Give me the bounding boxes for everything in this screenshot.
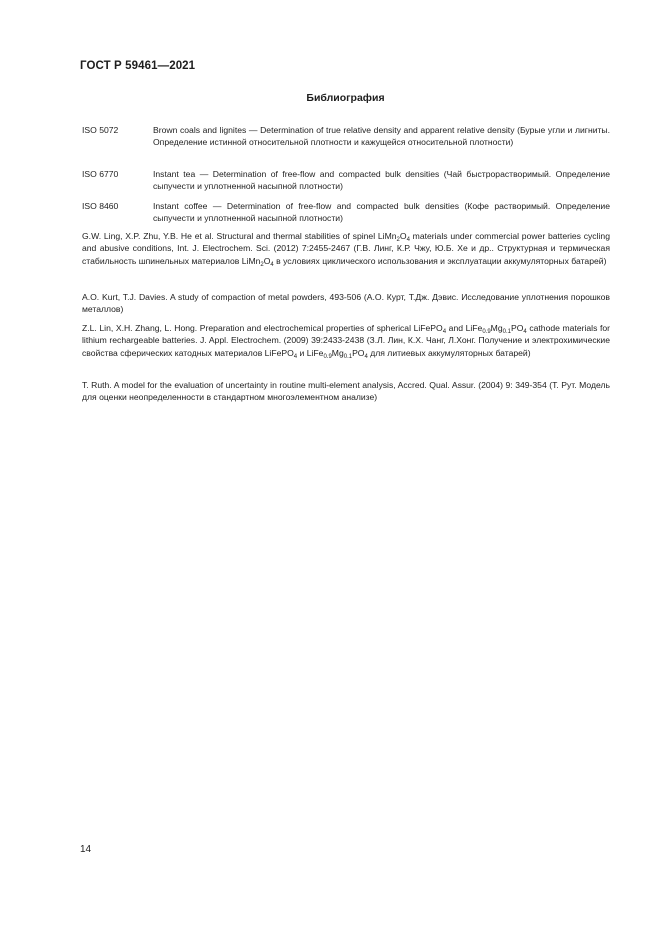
- reference-lin: Z.L. Lin, X.H. Zhang, L. Hong. Preparation and electrochemical properties of spherical LiFePO$_4$ and $LiFe_{0.9}Mg_{0.1}PO_4$ cathode materials for lithium rechargeable batteries. J. Appl. Electrochem. (2009) 39:2433-2438 (З.Л. Лин, К.Х. Чанг, Л.Хонг. Получение и электрохимические свойства сферических катодных материалов LiFePO$_4$ и $LiFe_{0.9}Mg_{0.1}PO_4$ для литиевых аккумуляторных батарей): [82, 323, 610, 360]
- standard-code: ISO 5072: [82, 125, 119, 135]
- reference-kurt: A.O. Kurt, T.J. Davies. A study of compaction of metal powders, 493-506 (А.О. Курт, Т.Дж. Дэвис. Исследование уплотнения порошков металлов): [82, 292, 610, 315]
- page-number: 14: [80, 844, 92, 855]
- standard-description: Brown coals and lignites — Determination of true relative density and apparent relative density (Бурые угли и лигниты. Определение истинной относительной плотности и кажущейся относительной плотности): [153, 125, 610, 148]
- document-code-header: ГОСТ Р 59461—2021: [80, 60, 196, 72]
- standard-code: ISO 6770: [82, 169, 119, 179]
- standard-code: ISO 8460: [82, 201, 119, 211]
- standard-description: Instant tea — Determination of free-flow and compacted bulk densities (Чай быстрорастворимый. Определение сыпучести и уплотненной насыпной плотности): [153, 169, 610, 192]
- reference-ling: G.W. Ling, X.P. Zhu, Y.B. He et al. Structural and thermal stabilities of spinel $LiMn_2O_4$ materials under commercial power batteries cycling and abusive conditions, Int. J. Electrochem. Sci. (2012) 7:2455-2467 (Г.В. Линг, К.Р. Чжу, Ю.Б. Хе и др.. Структурная и термическая стабильность шпинельных материалов $LiMn_2O_4$ в условиях циклического использования и эксплуатации аккумуляторных батарей): [82, 231, 610, 268]
- standard-description: Instant coffee — Determination of free-flow and compacted bulk densities (Кофе растворимый. Определение сыпучести и уплотненной насыпной плотности): [153, 201, 610, 224]
- reference-ruth: T. Ruth. A model for the evaluation of uncertainty in routine multi-element analysis, Accred. Qual. Assur. (2004) 9: 349-354 (Т. Рут. Модель для оценки неопределенности в стандартном многоэлементном анализе): [82, 380, 610, 403]
- bibliography-title: Библиография: [306, 92, 385, 104]
